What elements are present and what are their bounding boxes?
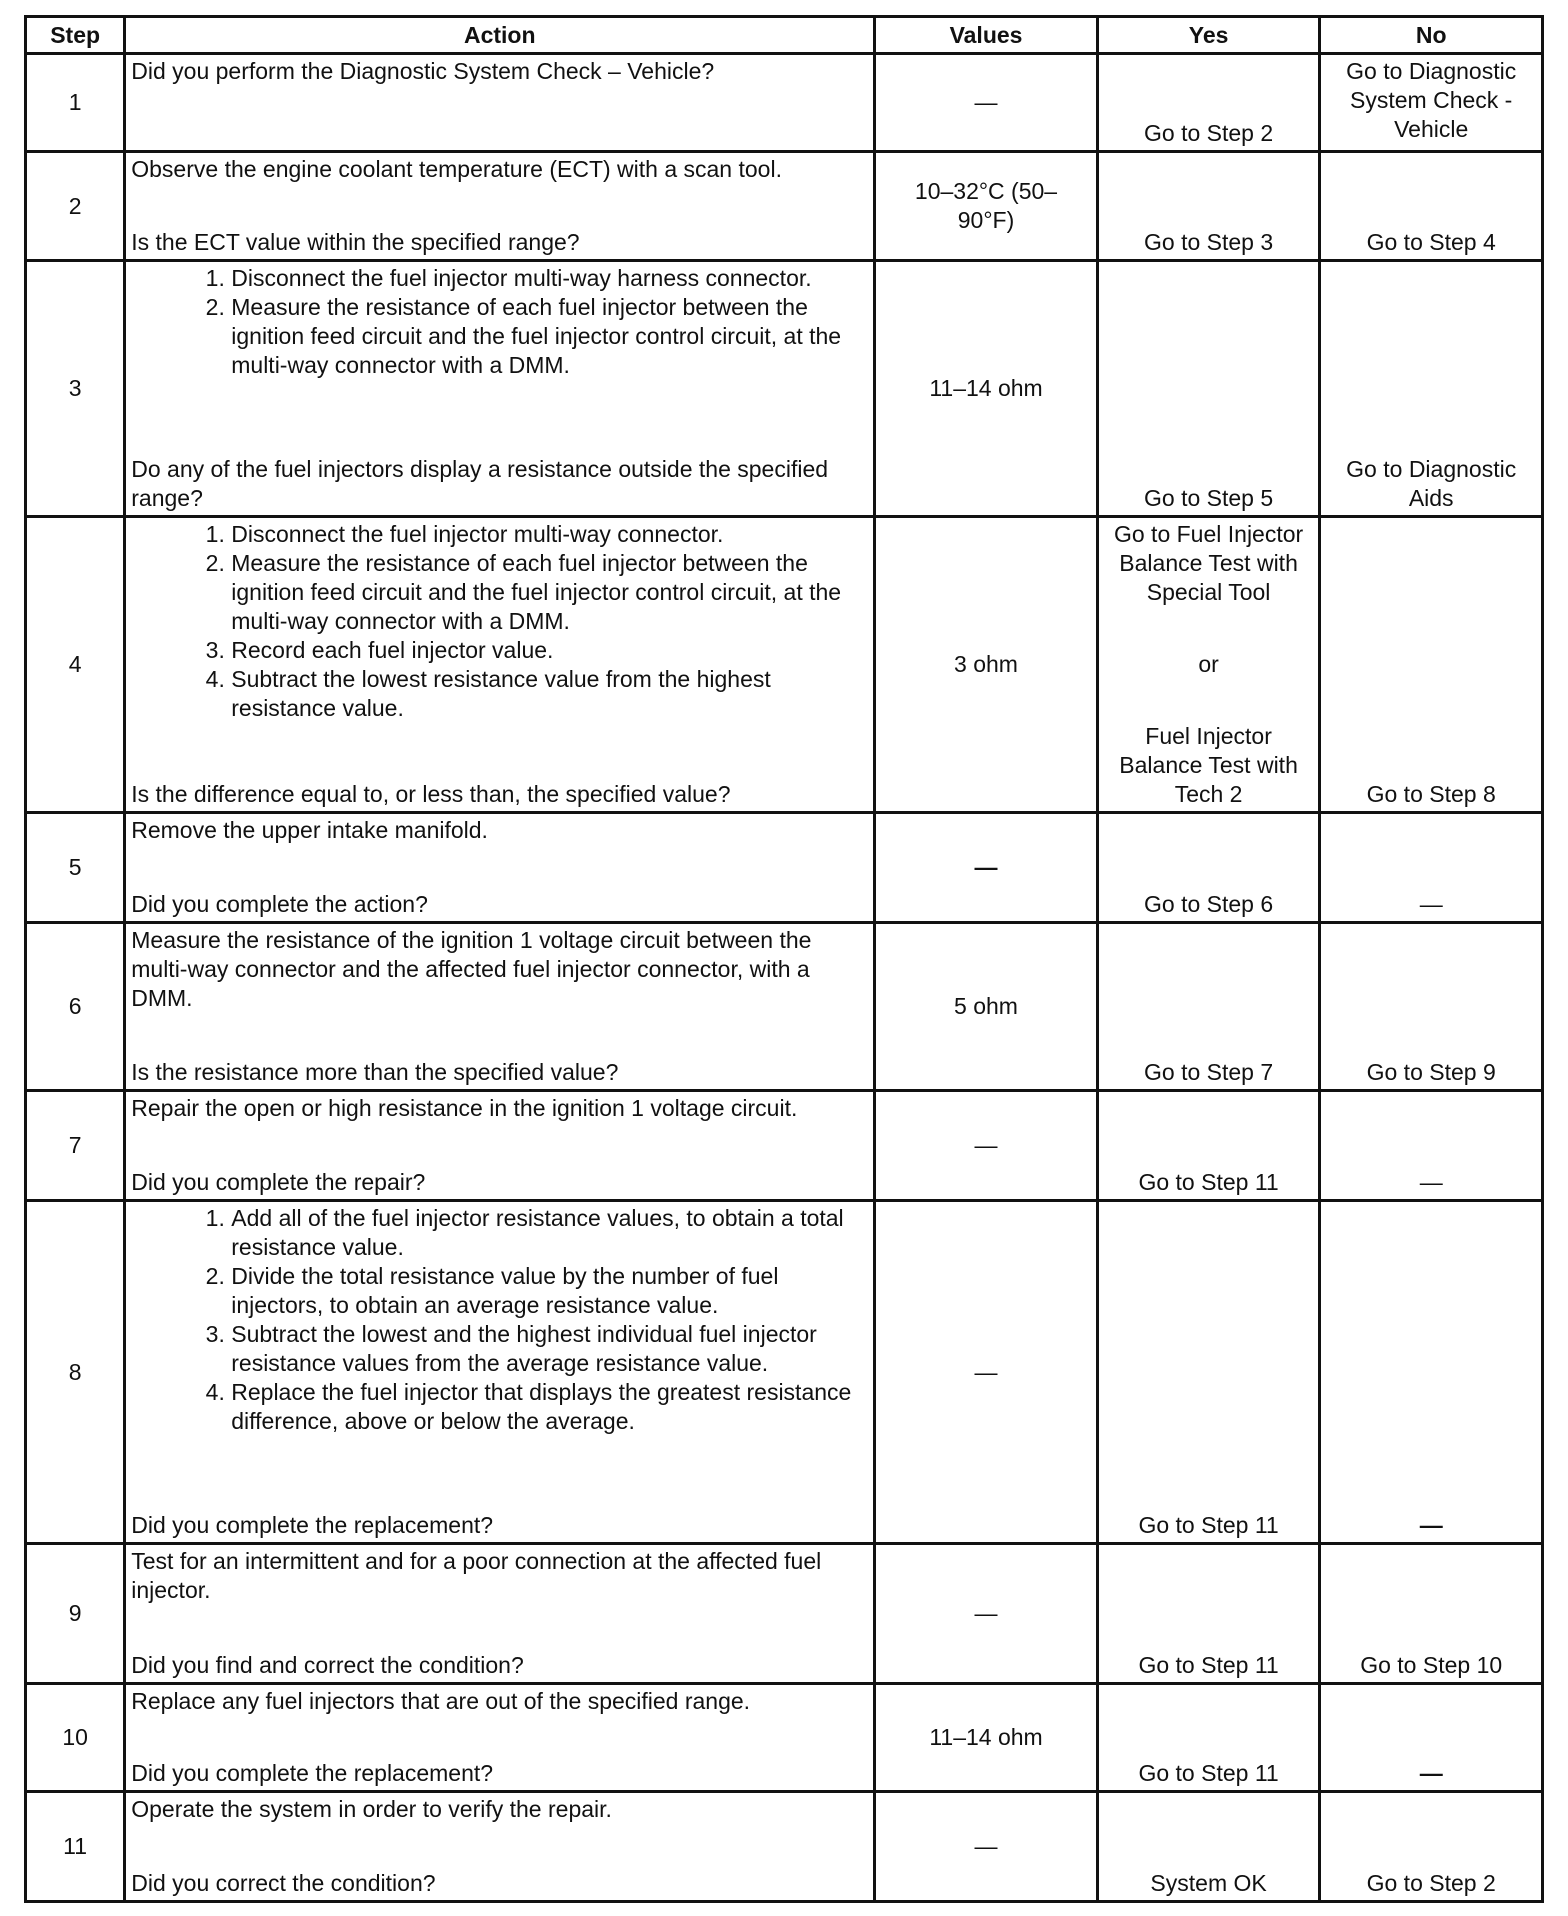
action-question: Did you complete the action? bbox=[131, 891, 428, 917]
list-item: 1. Disconnect the fuel injector multi-way harness connector. bbox=[231, 264, 868, 293]
list-item: 2. Measure the resistance of each fuel injector between the ignition feed circuit and the fuel injector control circuit, at the multi-way connector with a DMM. bbox=[231, 293, 868, 380]
list-item: 4. Subtract the lowest resistance value from the highest resistance value. bbox=[231, 665, 868, 723]
action-question: Did you complete the replacement? bbox=[131, 1760, 494, 1786]
yes-text-tech2: Fuel Injector Balance Test with Tech 2 bbox=[1119, 723, 1298, 807]
step-number: 2 bbox=[26, 152, 125, 261]
no-cell: — bbox=[1320, 1684, 1543, 1792]
action-cell bbox=[125, 1684, 875, 1792]
header-values: Values bbox=[875, 17, 1098, 54]
action-text: Repair the open or high resistance in the ignition 1 voltage circuit. bbox=[131, 1095, 798, 1121]
action-cell bbox=[125, 1201, 875, 1544]
yes-cell: Go to Step 11 bbox=[1097, 1201, 1320, 1544]
value-cell: 3 ohm bbox=[875, 517, 1098, 813]
action-steps-list bbox=[131, 1204, 868, 1436]
action-cell bbox=[125, 261, 875, 517]
list-item: 3. Subtract the lowest and the highest individual fuel injector resistance values from the average resistance value. bbox=[231, 1320, 868, 1378]
step-number: 3 bbox=[26, 261, 125, 517]
list-item: 2. Measure the resistance of each fuel injector between the ignition feed circuit and the fuel injector control circuit, at the multi-way connector with a DMM. bbox=[231, 549, 868, 636]
action-question: Is the difference equal to, or less than, the specified value? bbox=[131, 781, 731, 807]
action-question: Is the resistance more than the specified value? bbox=[131, 1059, 619, 1085]
no-text: Go to Diagnostic System Check - Vehicle bbox=[1346, 58, 1517, 142]
action-cell bbox=[125, 152, 875, 261]
list-item: 4. Replace the fuel injector that displays the greatest resistance difference, above or below the average. bbox=[231, 1378, 868, 1436]
action-question: Did you find and correct the condition? bbox=[131, 1652, 524, 1678]
action-text: Did you perform the Diagnostic System Check – Vehicle? bbox=[131, 58, 715, 84]
table-row bbox=[26, 261, 1543, 517]
step-number: 1 bbox=[26, 54, 125, 152]
table-row bbox=[26, 152, 1543, 261]
list-item: 1. Disconnect the fuel injector multi-way connector. bbox=[231, 520, 868, 549]
value-cell: 11–14 ohm bbox=[875, 261, 1098, 517]
value-cell: 5 ohm bbox=[875, 923, 1098, 1091]
header-action: Action bbox=[125, 17, 875, 54]
action-cell bbox=[125, 813, 875, 923]
step-number: 10 bbox=[26, 1684, 125, 1792]
yes-cell: System OK bbox=[1097, 1792, 1320, 1902]
action-question: Did you correct the condition? bbox=[131, 1870, 436, 1896]
diagnostic-table bbox=[24, 15, 1544, 1903]
action-question: Did you complete the replacement? bbox=[131, 1512, 494, 1538]
yes-cell: Go to Step 11 bbox=[1097, 1091, 1320, 1201]
table-row bbox=[26, 1684, 1543, 1792]
list-item: 3. Record each fuel injector value. bbox=[231, 636, 868, 665]
action-question: Is the ECT value within the specified range? bbox=[131, 229, 580, 255]
action-cell bbox=[125, 1091, 875, 1201]
header-yes: Yes bbox=[1097, 17, 1320, 54]
no-cell: Go to Step 8 bbox=[1320, 517, 1543, 813]
action-text: Test for an intermittent and for a poor connection at the affected fuel injector. bbox=[131, 1548, 822, 1603]
value-cell: — bbox=[875, 1091, 1098, 1201]
table-row bbox=[26, 1091, 1543, 1201]
step-number: 6 bbox=[26, 923, 125, 1091]
step-number: 7 bbox=[26, 1091, 125, 1201]
action-cell bbox=[125, 1792, 875, 1902]
table-row bbox=[26, 1792, 1543, 1902]
no-cell: — bbox=[1320, 813, 1543, 923]
yes-cell: Go to Step 7 bbox=[1097, 923, 1320, 1091]
no-cell: Go to Diagnostic Aids bbox=[1320, 261, 1543, 517]
yes-text-special-tool: Go to Fuel Injector Balance Test with Special Tool bbox=[1113, 521, 1304, 605]
no-cell: Go to Step 2 bbox=[1320, 1792, 1543, 1902]
no-cell bbox=[1320, 54, 1543, 152]
step-number: 4 bbox=[26, 517, 125, 813]
action-steps-list bbox=[131, 520, 868, 723]
step-number: 8 bbox=[26, 1201, 125, 1544]
action-cell bbox=[125, 517, 875, 813]
yes-cell: Go to Step 3 bbox=[1097, 152, 1320, 261]
value-cell: 10–32°C (50–90°F) bbox=[875, 152, 1098, 261]
no-cell: — bbox=[1320, 1091, 1543, 1201]
list-item: 2. Divide the total resistance value by the number of fuel injectors, to obtain an average resistance value. bbox=[231, 1262, 868, 1320]
no-cell: — bbox=[1320, 1201, 1543, 1544]
header-row bbox=[26, 17, 1543, 54]
step-number: 5 bbox=[26, 813, 125, 923]
table-row bbox=[26, 813, 1543, 923]
action-text: Replace any fuel injectors that are out of the specified range. bbox=[131, 1688, 751, 1714]
no-cell: Go to Step 4 bbox=[1320, 152, 1543, 261]
yes-cell: Go to Step 11 bbox=[1097, 1684, 1320, 1792]
no-cell: Go to Step 9 bbox=[1320, 923, 1543, 1091]
table-row bbox=[26, 923, 1543, 1091]
value-cell: — bbox=[875, 813, 1098, 923]
yes-cell: Go to Step 5 bbox=[1097, 261, 1320, 517]
no-cell: Go to Step 10 bbox=[1320, 1544, 1543, 1684]
table-row bbox=[26, 54, 1543, 152]
yes-cell: Go to Step 11 bbox=[1097, 1544, 1320, 1684]
yes-cell: Go to Step 6 bbox=[1097, 813, 1320, 923]
action-cell bbox=[125, 1544, 875, 1684]
action-text: Measure the resistance of the ignition 1 voltage circuit between the multi-way connector and the affected fuel injector connector, with a DMM. bbox=[131, 927, 812, 1011]
step-number: 11 bbox=[26, 1792, 125, 1902]
action-text: Remove the upper intake manifold. bbox=[131, 817, 488, 843]
value-cell: — bbox=[875, 54, 1098, 152]
yes-text-or: or bbox=[1198, 651, 1219, 677]
action-text: Operate the system in order to verify the repair. bbox=[131, 1796, 612, 1822]
table-row bbox=[26, 1201, 1543, 1544]
value-cell: — bbox=[875, 1544, 1098, 1684]
value-cell: — bbox=[875, 1792, 1098, 1902]
value-cell: — bbox=[875, 1201, 1098, 1544]
yes-text: Go to Step 2 bbox=[1144, 120, 1274, 146]
action-question: Did you complete the repair? bbox=[131, 1169, 426, 1195]
header-no: No bbox=[1320, 17, 1543, 54]
list-item: 1. Add all of the fuel injector resistance values, to obtain a total resistance value. bbox=[231, 1204, 868, 1262]
header-step: Step bbox=[26, 17, 125, 54]
yes-cell bbox=[1097, 54, 1320, 152]
yes-cell bbox=[1097, 517, 1320, 813]
action-question: Do any of the fuel injectors display a resistance outside the specified range? bbox=[131, 456, 829, 511]
action-text: Observe the engine coolant temperature (ECT) with a scan tool. bbox=[131, 156, 782, 182]
value-cell: 11–14 ohm bbox=[875, 1684, 1098, 1792]
action-cell bbox=[125, 923, 875, 1091]
action-cell bbox=[125, 54, 875, 152]
step-number: 9 bbox=[26, 1544, 125, 1684]
table-row bbox=[26, 1544, 1543, 1684]
table-row bbox=[26, 517, 1543, 813]
action-steps-list bbox=[131, 264, 868, 380]
